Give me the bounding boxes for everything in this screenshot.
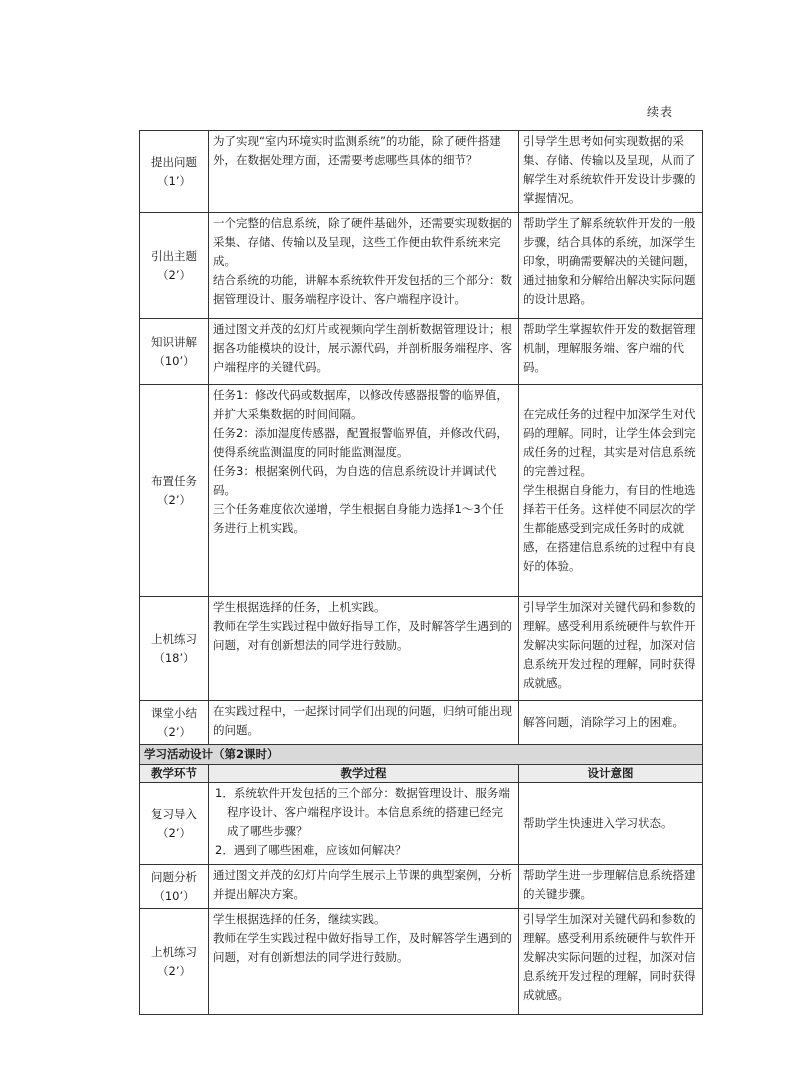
stage-cell: [140, 131, 209, 213]
process-text: 通过图文并茂的幻灯片或视频向学生剖析数据管理设计；根据各功能模块的设计，展示源代码，并剖析服务端程序、客户端程序的关键代码。: [213, 322, 512, 374]
process-text: 2．遇到了哪些困难，应该如何解决？: [215, 843, 407, 857]
stage-time: （2’）: [157, 963, 191, 978]
column-header: 教学过程: [209, 765, 519, 783]
stage-name: 上机练习: [151, 631, 197, 646]
table-row: [140, 701, 703, 745]
stage-cell: [140, 385, 209, 597]
process-text: 任务1：修改代码或数据库，以修改传感器报警的临界值，并扩大采集数据的时间间隔。: [213, 388, 508, 421]
process-cell: [209, 909, 519, 1015]
continued-label: 续表: [647, 105, 674, 119]
stage-name: 上机练习: [151, 944, 197, 959]
process-cell: [209, 865, 519, 909]
process-cell: [209, 131, 519, 213]
section-row: [140, 745, 703, 765]
process-text: 1．系统软件开发包括的三个部分：数据管理设计、服务端程序设计、客户端程序设计。本信息系统的搭建已经完成了哪些步骤？: [215, 786, 510, 838]
table-row: [140, 213, 703, 319]
process-text: 教师在学生实践过程中做好指导工作，及时解答学生遇到的问题，对有创新想法的同学进行鼓励。: [213, 619, 512, 652]
table-row: [140, 597, 703, 701]
stage-time: （2’）: [157, 825, 191, 840]
process-cell: [209, 783, 519, 865]
stage-cell: [140, 909, 209, 1015]
intent-cell: [519, 385, 703, 597]
intent-text: 引导学生思考如何实现数据的采集、存储、传输以及呈现，从而了解学生对系统软件开发设计步骤的掌握情况。: [523, 134, 696, 205]
lesson-plan-table: [139, 130, 703, 1015]
intent-cell: [519, 865, 703, 909]
intent-text: 帮助学生快速进入学习状态。: [523, 816, 673, 830]
stage-name: 提出问题: [151, 154, 197, 169]
stage-time: （2’）: [157, 724, 191, 739]
process-text: 一个完整的信息系统，除了硬件基础外，还需要实现数据的采集、存储、传输以及呈现，这些工作便由软件系统来完成。: [213, 216, 512, 268]
column-header: 设计意图: [519, 765, 703, 783]
intent-text: 引导学生加深对关键代码和参数的理解。感受利用系统硬件与软件开发解决实际问题的过程，加深对信息系统开发过程的理解，同时获得成就感。: [523, 600, 696, 690]
stage-time: （2’）: [157, 267, 191, 282]
header-row: [140, 765, 703, 783]
stage-name: 课堂小结: [151, 705, 197, 720]
table-row: [140, 909, 703, 1015]
table-row: [140, 783, 703, 865]
stage-time: （1’）: [157, 173, 191, 188]
stage-name: 问题分析: [151, 869, 197, 884]
stage-cell: [140, 597, 209, 701]
process-text: 任务3：根据案例代码，为自选的信息系统设计并调试代码。: [213, 464, 497, 497]
stage-name: 引出主题: [151, 248, 197, 263]
stage-cell: [140, 701, 209, 745]
column-header: 教学环节: [140, 765, 209, 783]
stage-cell: [140, 783, 209, 865]
intent-text: 帮助学生进一步理解信息系统搭建的关键步骤。: [523, 868, 696, 901]
process-text: 学生根据选择的任务，继续实践。: [213, 912, 386, 926]
process-text: 结合系统的功能，讲解本系统软件开发包括的三个部分：数据管理设计、服务端程序设计、客户端程序设计。: [213, 273, 512, 306]
process-text: 三个任务难度依次递增，学生根据自身能力选择1～3个任务进行上机实践。: [213, 502, 504, 535]
section-title: 学习活动设计（第2课时）: [140, 745, 703, 765]
stage-time: （2’）: [157, 492, 191, 507]
intent-text: 解答问题，消除学习上的困难。: [523, 715, 684, 729]
process-cell: [209, 701, 519, 745]
intent-text: 帮助学生掌握软件开发的数据管理机制，理解服务端、客户端的代码。: [523, 322, 696, 374]
intent-cell: [519, 909, 703, 1015]
stage-time: （18’）: [153, 650, 195, 665]
intent-cell: [519, 131, 703, 213]
stage-cell: [140, 865, 209, 909]
stage-name: 复习导入: [151, 806, 197, 821]
process-text: 教师在学生实践过程中做好指导工作，及时解答学生遇到的问题，对有创新想法的同学进行鼓励。: [213, 931, 512, 964]
process-text: 学生根据选择的任务，上机实践。: [213, 600, 386, 614]
table-row: [140, 865, 703, 909]
stage-time: （10’）: [153, 888, 195, 903]
intent-cell: [519, 213, 703, 319]
stage-name: 布置任务: [151, 473, 197, 488]
intent-text: 帮助学生了解系统软件开发的一般步骤，结合具体的系统，加深学生印象，明确需要解决的关键问题，通过抽象和分解给出解决实际问题的设计思路。: [523, 216, 696, 306]
stage-time: （10’）: [153, 353, 195, 368]
table-row: [140, 385, 703, 597]
stage-cell: [140, 213, 209, 319]
intent-cell: [519, 597, 703, 701]
intent-text: 引导学生加深对关键代码和参数的理解。感受利用系统硬件与软件开发解决实际问题的过程，加深对信息系统开发过程的理解，同时获得成就感。: [523, 912, 696, 1002]
stage-cell: [140, 319, 209, 385]
table-row: [140, 131, 703, 213]
intent-cell: [519, 319, 703, 385]
intent-cell: [519, 701, 703, 745]
intent-text: 在完成任务的过程中加深学生对代码的理解。同时，让学生体会到完成任务的过程，其实是对信息系统的完善过程。 学生根据自身能力，有目的性地选择若干任务。这样使不同层次的学生都能感受到完成任务时的成就感，在搭建信息系统的过程中有良好的体验。: [523, 407, 696, 573]
process-cell: [209, 213, 519, 319]
intent-cell: [519, 783, 703, 865]
process-cell: [209, 597, 519, 701]
process-text: 任务2：添加湿度传感器，配置报警临界值，并修改代码，使得系统监测温度的同时能监测湿度。: [213, 426, 508, 459]
table-row: [140, 319, 703, 385]
process-cell: [209, 319, 519, 385]
stage-name: 知识讲解: [151, 334, 197, 349]
process-text: 为了实现“室内环境实时监测系统”的功能，除了硬件搭建外，在数据处理方面，还需要考虑哪些具体的细节？: [213, 134, 501, 167]
process-text: 在实践过程中，一起探讨同学们出现的问题，归纳可能出现的问题。: [213, 704, 512, 737]
process-text: 通过图文并茂的幻灯片向学生展示上节课的典型案例，分析并提出解决方案。: [213, 868, 512, 901]
process-cell: [209, 385, 519, 597]
